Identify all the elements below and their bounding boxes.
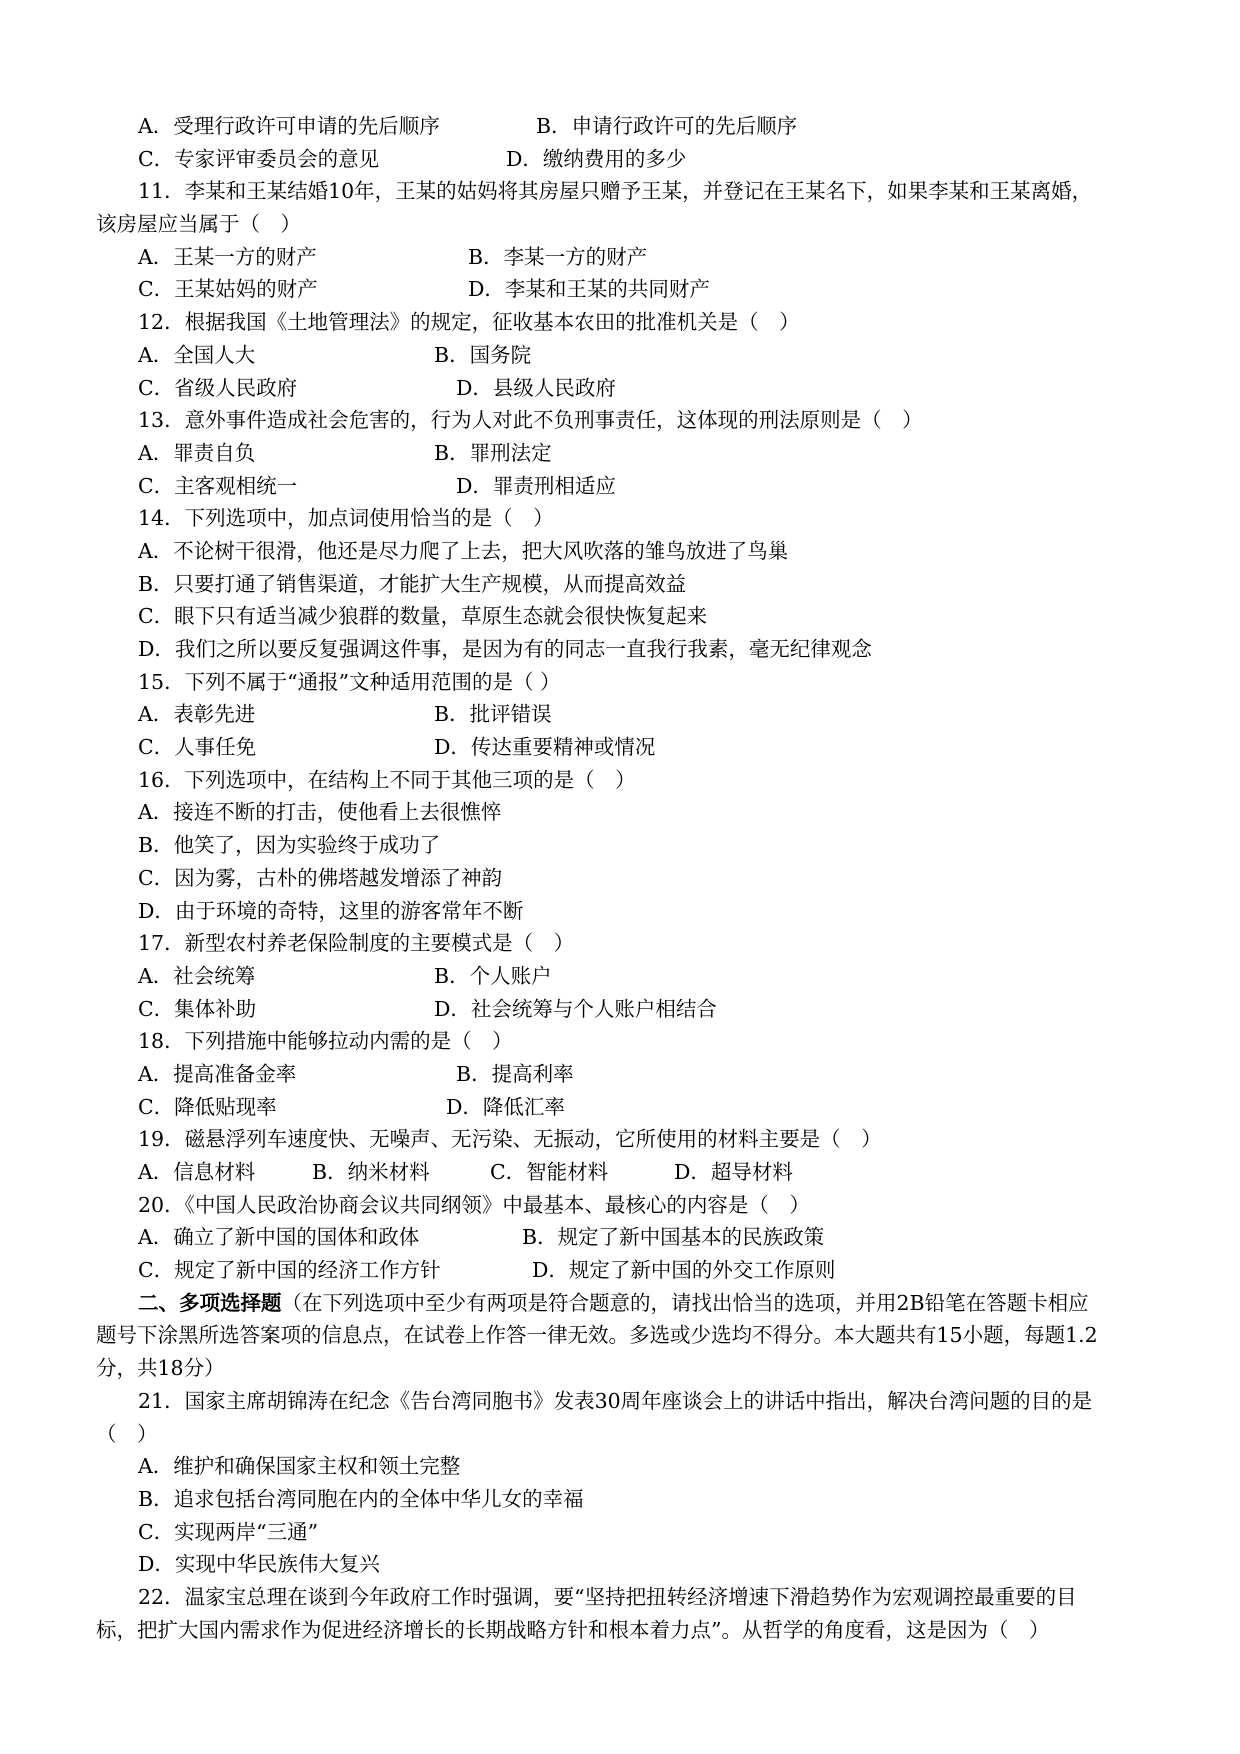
q19-option-b: B．纳米材料 xyxy=(312,1160,430,1184)
exam-page xyxy=(96,110,1151,1646)
q21-stem-line2: （ ） xyxy=(96,1421,158,1446)
q13-option-d: D．罪责刑相适应 xyxy=(456,473,616,498)
q12-option-b: B．国务院 xyxy=(434,342,532,367)
q11-option-c: C．王某姑妈的财产 xyxy=(138,277,318,302)
q18-options-row2 xyxy=(96,1091,1151,1124)
q18-option-c: C．降低贴现率 xyxy=(138,1094,277,1119)
q21-option-d: D．实现中华民族伟大复兴 xyxy=(138,1552,380,1577)
q11-options-row2 xyxy=(96,273,1151,306)
q17-option-b: B．个人账户 xyxy=(434,963,552,988)
q12-option-d: D．县级人民政府 xyxy=(456,375,616,400)
q10-option-a: A．受理行政许可申请的先后顺序 xyxy=(138,114,440,138)
q21-option-b: B．追求包括台湾同胞在内的全体中华儿女的幸福 xyxy=(138,1486,584,1511)
q14-option-a: A．不论树干很滑，他还是尽力爬了上去，把大风吹落的雏鸟放进了鸟巢 xyxy=(138,538,789,563)
section2-instructions-line3: 分，共18分） xyxy=(96,1356,225,1381)
q13-options-row1 xyxy=(96,437,1151,470)
q10-option-d: D．缴纳费用的多少 xyxy=(506,146,687,171)
q18-option-b: B．提高利率 xyxy=(456,1061,574,1086)
q11-option-b: B．李某一方的财产 xyxy=(468,244,648,269)
q19-options-row xyxy=(96,1156,1151,1189)
q12-option-a: A．全国人大 xyxy=(138,342,256,367)
q21-stem-line1: 21．国家主席胡锦涛在纪念《告台湾同胞书》发表30周年座谈会上的讲话中指出，解决台湾问题的目的是 xyxy=(138,1388,1093,1413)
q13-stem: 13．意外事件造成社会危害的，行为人对此不负刑事责任，这体现的刑法原则是（ ） xyxy=(138,408,923,433)
q19-option-d: D．超导材料 xyxy=(674,1160,793,1184)
q15-options-row1 xyxy=(96,698,1151,731)
q16-option-c: C．因为雾，古朴的佛塔越发增添了神韵 xyxy=(138,865,503,890)
q12-options-row1 xyxy=(96,339,1151,372)
q20-options-row1 xyxy=(96,1221,1151,1254)
q10-option-b: B．申请行政许可的先后顺序 xyxy=(536,114,798,138)
q18-options-row1 xyxy=(96,1058,1151,1091)
q15-options-row2 xyxy=(96,731,1151,764)
q15-option-b: B．批评错误 xyxy=(434,702,552,727)
section2-line1 xyxy=(96,1287,1151,1320)
q14-option-d: D．我们之所以要反复强调这件事，是因为有的同志一直我行我素，毫无纪律观念 xyxy=(138,637,872,661)
q12-stem: 12．根据我国《土地管理法》的规定，征收基本农田的批准机关是（ ） xyxy=(138,310,800,335)
q10-option-c: C．专家评审委员会的意见 xyxy=(138,146,380,171)
q17-option-a: A．社会统筹 xyxy=(138,963,256,988)
q18-option-a: A．提高准备金率 xyxy=(138,1061,297,1086)
q20-option-a: A．确立了新中国的国体和政体 xyxy=(138,1225,420,1250)
q20-option-c: C．规定了新中国的经济工作方针 xyxy=(138,1258,441,1283)
q13-option-c: C．主客观相统一 xyxy=(138,473,298,498)
q11-stem-line2: 该房屋应当属于（ ） xyxy=(96,212,301,237)
section2-instructions-part1: （在下列选项中至少有两项是符合题意的，请找出恰当的选项，并用2B铅笔在答题卡相应 xyxy=(281,1290,1089,1315)
q15-option-a: A．表彰先进 xyxy=(138,702,256,727)
q15-stem: 15．下列不属于“通报”文种适用范围的是（ ） xyxy=(138,669,561,694)
section2-title: 二、多项选择题 xyxy=(138,1290,282,1315)
q22-stem-line1: 22．温家宝总理在谈到今年政府工作时强调，要“坚持把扭转经济增速下滑趋势作为宏观调控最重要的目 xyxy=(138,1584,1077,1609)
q12-option-c: C．省级人民政府 xyxy=(138,375,298,400)
q20-options-row2 xyxy=(96,1254,1151,1287)
q19-option-a: A．信息材料 xyxy=(138,1160,256,1184)
q15-option-d: D．传达重要精神或情况 xyxy=(434,735,656,760)
q17-options-row1 xyxy=(96,960,1151,993)
q16-option-d: D．由于环境的奇特，这里的游客常年不断 xyxy=(138,898,524,923)
q18-stem: 18．下列措施中能够拉动内需的是（ ） xyxy=(138,1029,513,1054)
q14-stem: 14．下列选项中，加点词使用恰当的是（ ） xyxy=(138,506,554,531)
q10-options-row2 xyxy=(96,143,1151,176)
q17-stem: 17．新型农村养老保险制度的主要模式是（ ） xyxy=(138,931,575,956)
q13-option-b: B．罪刑法定 xyxy=(434,440,552,465)
q17-option-c: C．集体补助 xyxy=(138,996,257,1021)
section2-instructions-line2: 题号下涂黑所选答案项的信息点，在试卷上作答一律无效。多选或少选均不得分。本大题共有15小题，每题1.2 xyxy=(96,1323,1098,1348)
q17-options-row2 xyxy=(96,993,1151,1026)
q22-stem-line2: 标，把扩大国内需求作为促进经济增长的长期战略方针和根本着力点”。从哲学的角度看，这是因为（ ） xyxy=(96,1617,1050,1642)
q14-option-c: C．眼下只有适当减少狼群的数量，草原生态就会很快恢复起来 xyxy=(138,604,708,629)
q16-option-b: B．他笑了，因为实验终于成功了 xyxy=(138,833,441,858)
q12-options-row2 xyxy=(96,372,1151,405)
q15-option-c: C．人事任免 xyxy=(138,735,257,760)
q14-option-b: B．只要打通了销售渠道，才能扩大生产规模，从而提高效益 xyxy=(138,571,687,596)
q13-option-a: A．罪责自负 xyxy=(138,440,256,465)
q16-option-a: A．接连不断的打击，使他看上去很憔悴 xyxy=(138,800,502,825)
q11-options-row1 xyxy=(96,241,1151,274)
q20-stem: 20．《中国人民政治协商会议共同纲领》中最基本、最核心的内容是（ ） xyxy=(138,1192,810,1217)
q19-stem: 19．磁悬浮列车速度快、无噪声、无污染、无振动，它所使用的材料主要是（ ） xyxy=(138,1127,882,1152)
q16-stem: 16．下列选项中，在结构上不同于其他三项的是（ ） xyxy=(138,767,636,792)
q21-option-c: C．实现两岸“三通” xyxy=(138,1519,319,1544)
q21-option-a: A．维护和确保国家主权和领土完整 xyxy=(138,1454,461,1479)
q17-option-d: D．社会统筹与个人账户相结合 xyxy=(434,996,717,1021)
q11-option-a: A．王某一方的财产 xyxy=(138,244,317,269)
q11-stem-line1: 11．李某和王某结婚10年，王某的姑妈将其房屋只赠予王某，并登记在王某名下，如果李某和王某离婚， xyxy=(138,179,1093,204)
q20-option-d: D．规定了新中国的外交工作原则 xyxy=(532,1258,836,1283)
q13-options-row2 xyxy=(96,470,1151,503)
q19-option-c: C．智能材料 xyxy=(490,1160,609,1184)
q20-option-b: B．规定了新中国基本的民族政策 xyxy=(522,1225,825,1250)
q10-options-row1 xyxy=(96,110,1151,143)
q11-option-d: D．李某和王某的共同财产 xyxy=(468,277,710,302)
q18-option-d: D．降低汇率 xyxy=(446,1094,565,1119)
